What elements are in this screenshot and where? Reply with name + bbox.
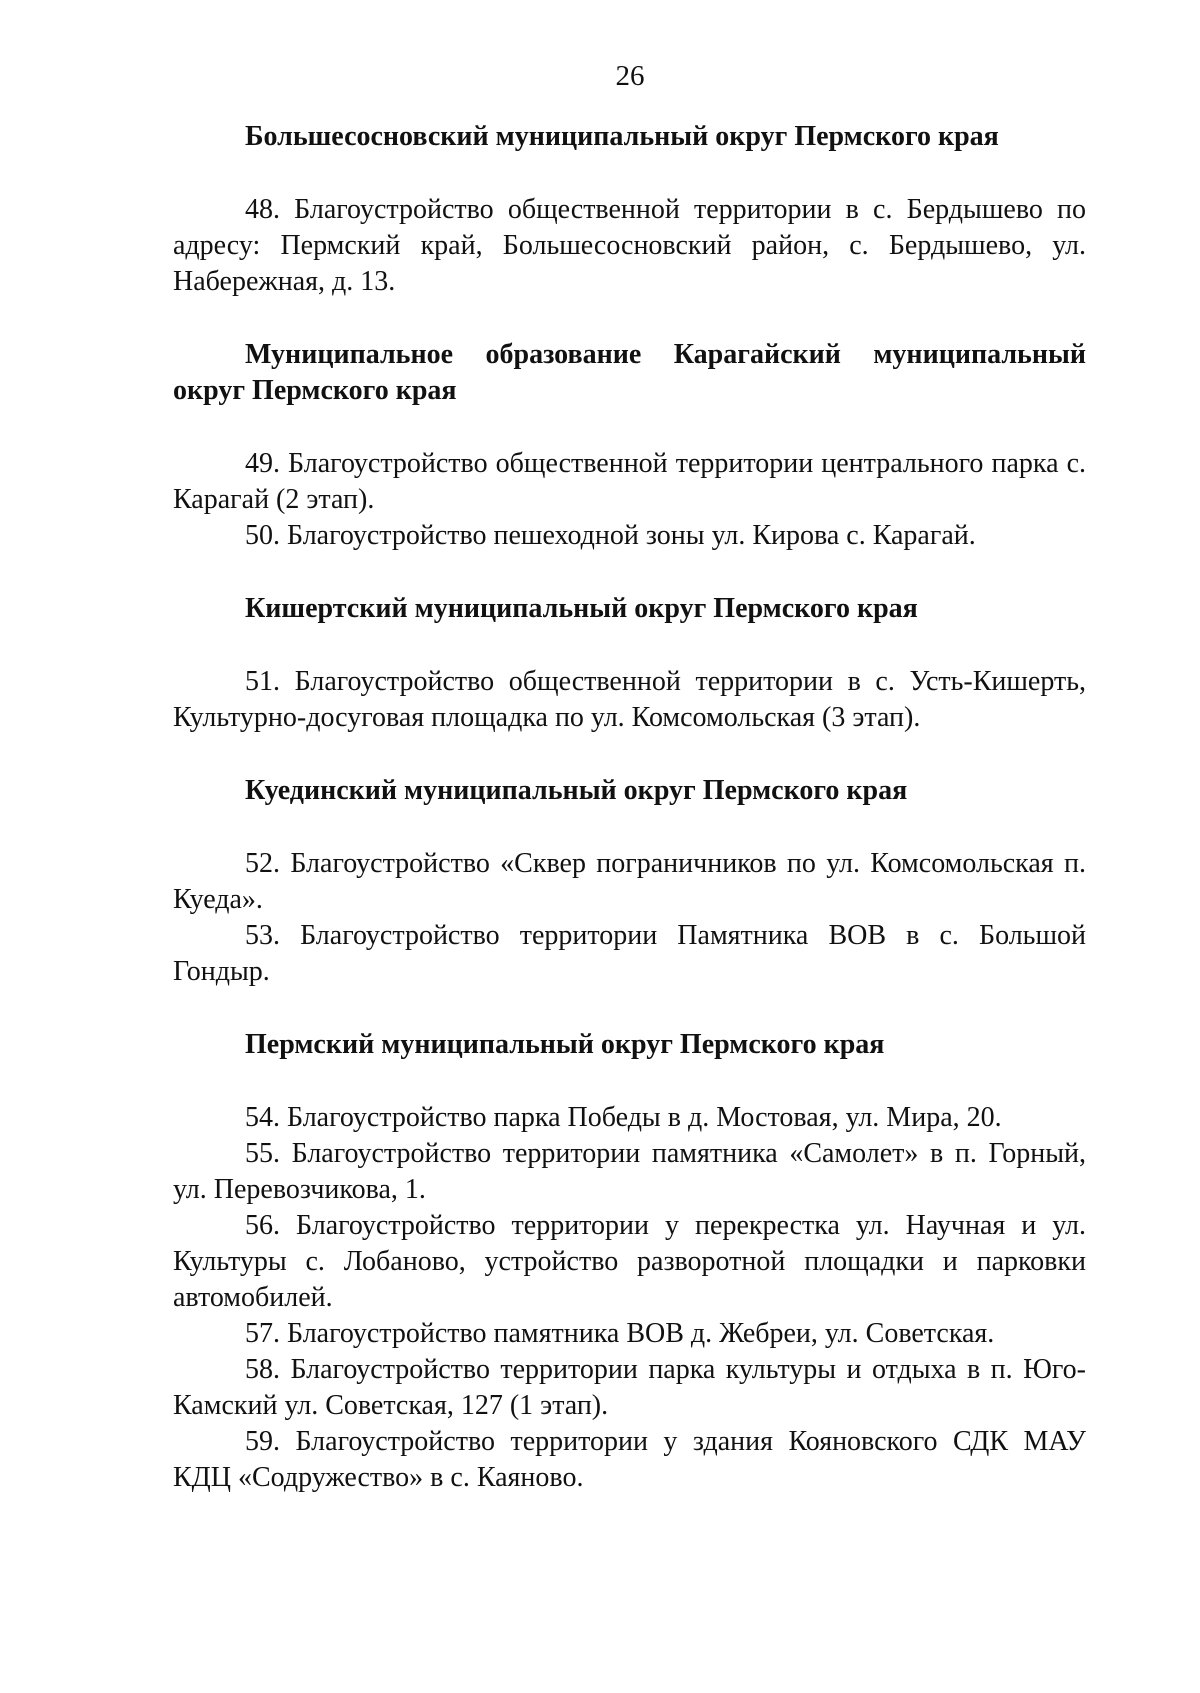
section-heading: Муниципальное образование Карагайский муниципальный округ Пермского края	[173, 339, 1086, 406]
list-item: 59. Благоустройство территории у здания Кояновского СДК МАУ КДЦ «Содружество» в с. Каяново.	[173, 1426, 1086, 1493]
section-kishertsky	[173, 591, 1086, 736]
list-item: 57. Благоустройство памятника ВОВ д. Жебреи, ул. Советская.	[245, 1318, 995, 1349]
list-item: 53. Благоустройство территории Памятника ВОВ в с. Большой Гондыр.	[173, 920, 1086, 987]
section-heading: Пермский муниципальный округ Пермского края	[245, 1029, 885, 1060]
list-item: 58. Благоустройство территории парка культуры и отдыха в п. Юго-Камский ул. Советская, 127 (1 этап).	[173, 1354, 1086, 1421]
list-item: 52. Благоустройство «Сквер пограничников по ул. Комсомольская п. Куеда».	[173, 848, 1086, 915]
section-karagaisky	[173, 337, 1086, 554]
section-heading: Куединский муниципальный округ Пермского края	[245, 775, 908, 806]
list-item: 55. Благоустройство территории памятника «Самолет» в п. Горный, ул. Перевозчикова, 1.	[173, 1138, 1086, 1205]
document-body	[173, 119, 1086, 1496]
list-item: 54. Благоустройство парка Победы в д. Мостовая, ул. Мира, 20.	[245, 1102, 1002, 1133]
section-bolshesosnovsky	[173, 119, 1086, 300]
list-item: 49. Благоустройство общественной территории центрального парка с. Карагай (2 этап).	[173, 448, 1086, 515]
list-item: 51. Благоустройство общественной территории в с. Усть-Кишерть, Культурно-досуговая площадка по ул. Комсомольская (3 этап).	[173, 666, 1086, 733]
list-item: 56. Благоустройство территории у перекрестка ул. Научная и ул. Культуры с. Лобаново, устройство разворотной площадки и парковки автомобилей.	[173, 1210, 1086, 1313]
list-item: 50. Благоустройство пешеходной зоны ул. Кирова с. Карагай.	[245, 520, 976, 551]
section-heading: Большесосновский муниципальный округ Пермского края	[245, 121, 999, 152]
section-kuedinsky	[173, 773, 1086, 990]
page-number: 26	[615, 60, 645, 92]
list-item: 48. Благоустройство общественной территории в с. Бердышево по адресу: Пермский край, Большесосновский район, с. Бердышево, ул. Набережная, д. 13.	[173, 194, 1086, 297]
section-permsky	[173, 1027, 1086, 1496]
section-heading: Кишертский муниципальный округ Пермского края	[245, 593, 918, 624]
